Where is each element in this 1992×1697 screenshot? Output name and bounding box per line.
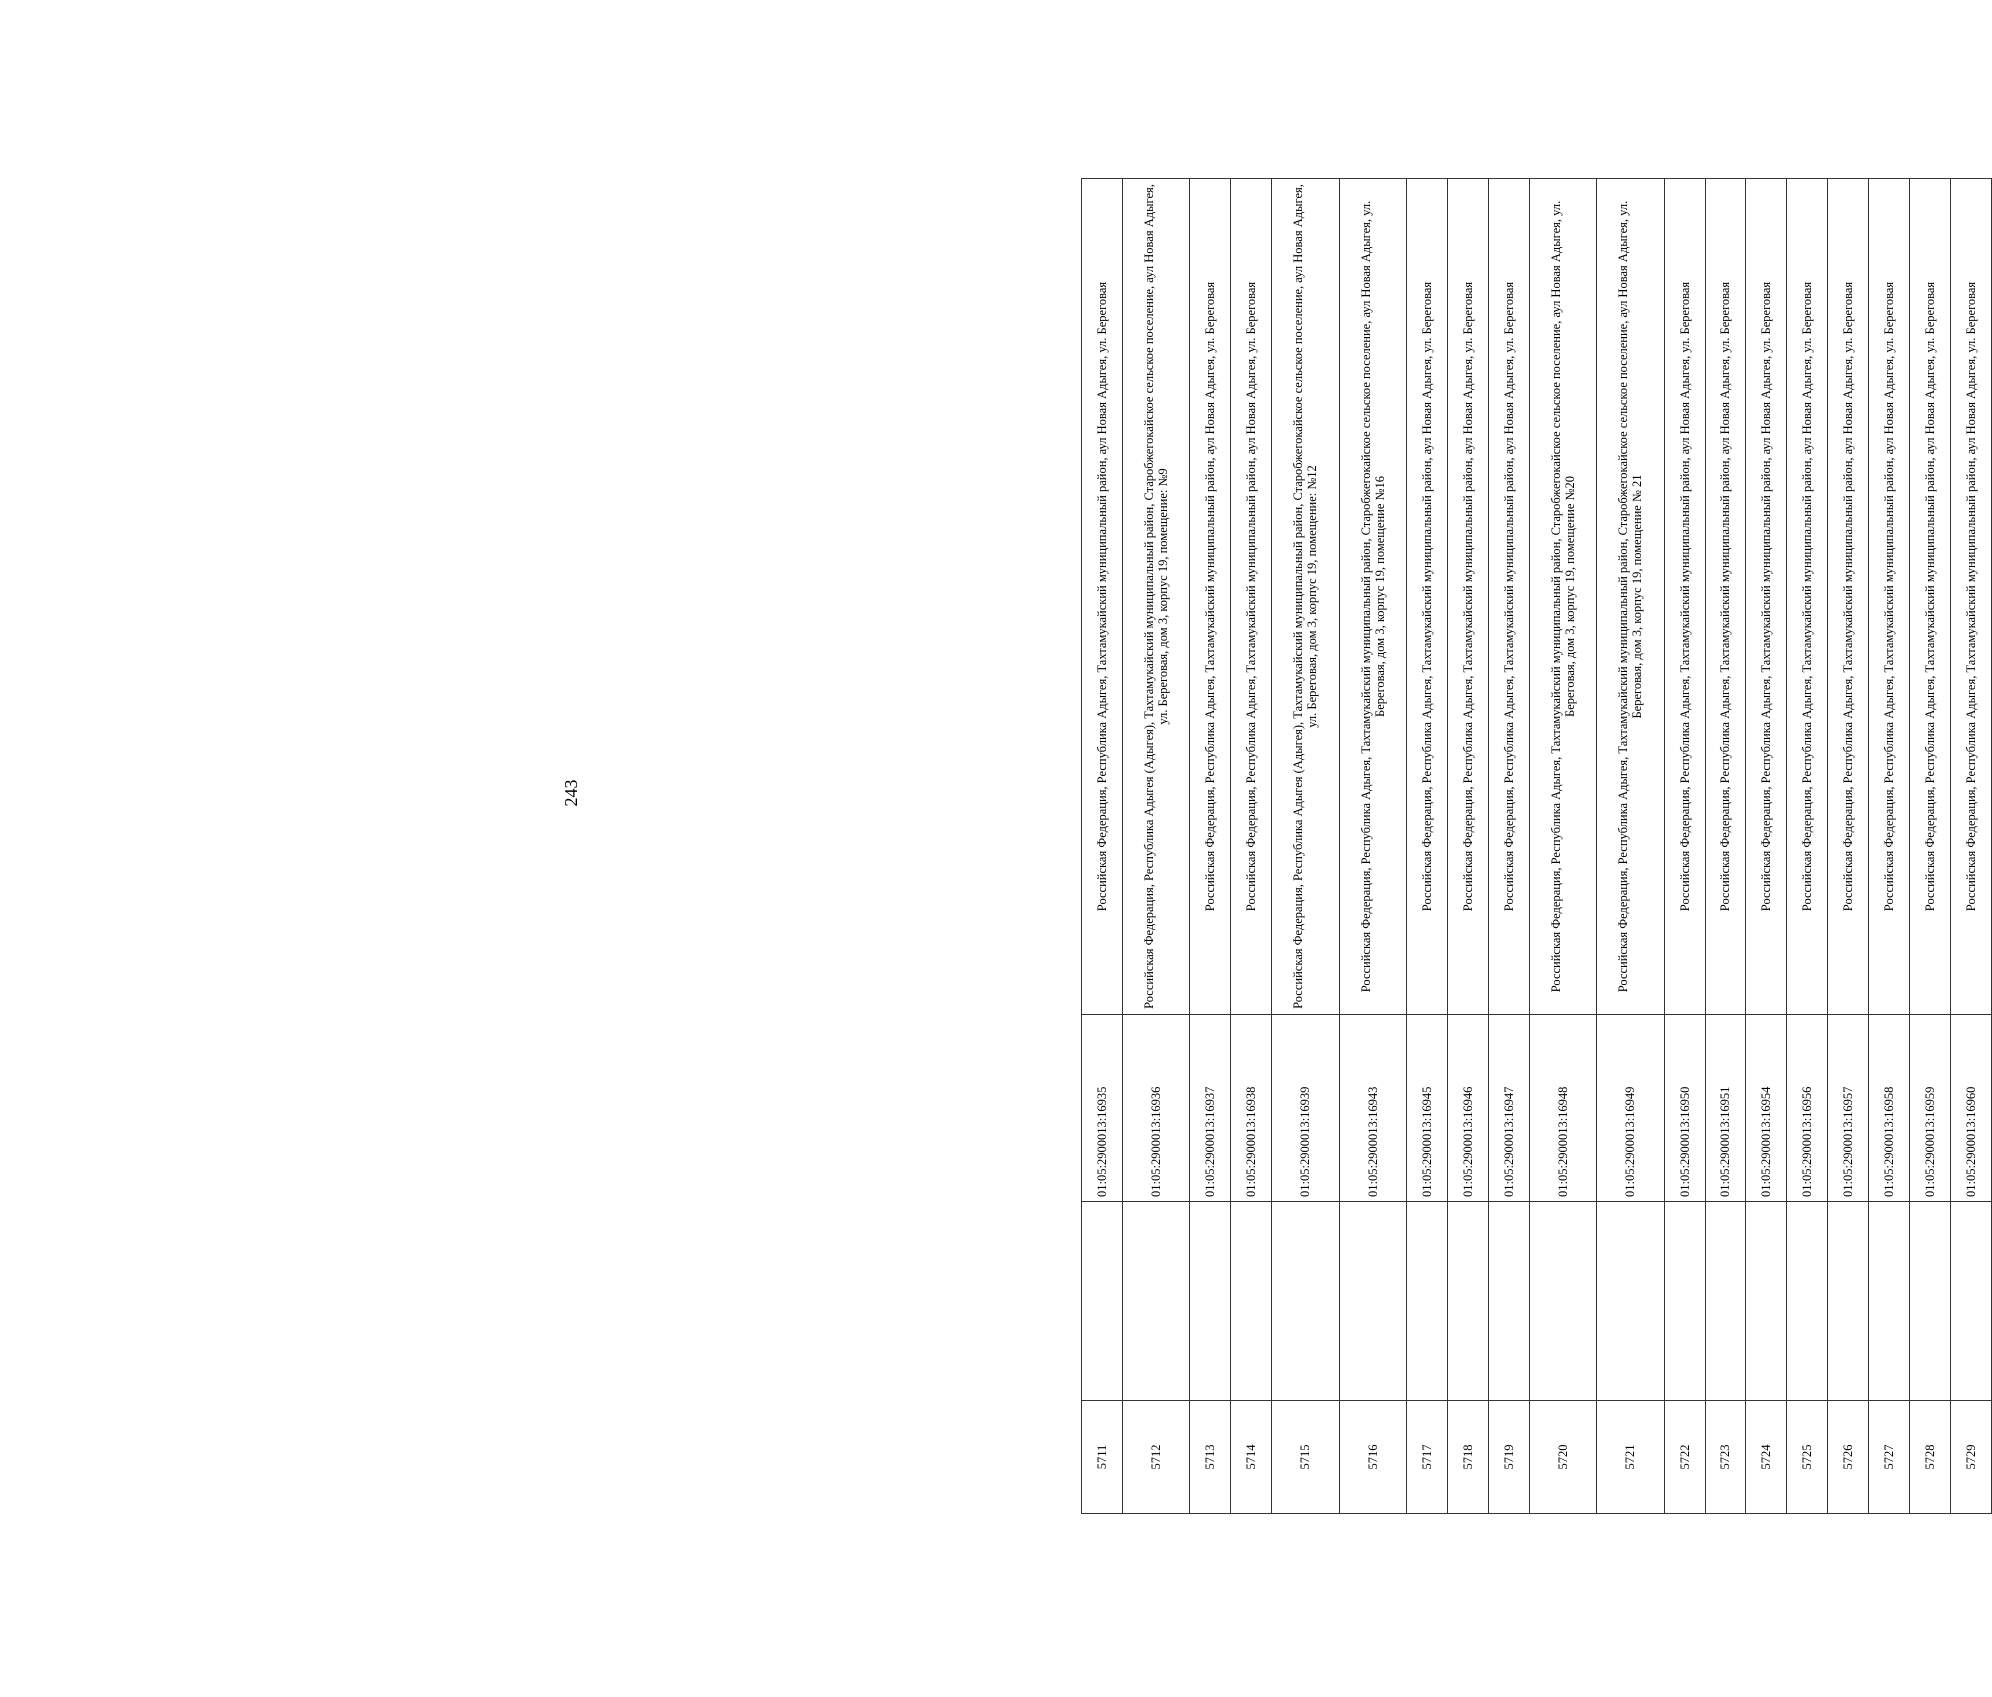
table-row	[1597, 179, 1664, 1514]
address-cell: Российская Федерация, Республика Адыгея, Тахтамукайский муниципальный район, аул Новая Адыгея, ул. Береговая	[1869, 179, 1910, 1015]
table-row	[1664, 179, 1705, 1514]
row-number: 5724	[1746, 1401, 1787, 1514]
cadastral-number: 01:05:2900013:16937	[1190, 1015, 1231, 1202]
address-cell: Российская Федерация, Республика Адыгея, Тахтамукайский муниципальный район, аул Новая Адыгея, ул. Береговая	[1950, 179, 1991, 1015]
row-number: 5725	[1787, 1401, 1828, 1514]
cadastral-number: 01:05:2900013:16951	[1705, 1015, 1746, 1202]
address-cell: Российская Федерация, Республика Адыгея, Тахтамукайский муниципальный район, Старобжегокайское сельское поселение, аул Новая Адыгея, ул. Береговая, дом 3, корпус 19, помещение № 21	[1597, 179, 1664, 1015]
table-row	[1869, 179, 1910, 1514]
address-cell: Российская Федерация, Республика Адыгея, Тахтамукайский муниципальный район, аул Новая Адыгея, ул. Береговая	[1190, 179, 1231, 1015]
row-number: 5712	[1122, 1401, 1189, 1514]
row-number: 5728	[1910, 1401, 1951, 1514]
empty-cell	[1272, 1202, 1339, 1401]
empty-cell	[1597, 1202, 1664, 1401]
empty-cell	[1950, 1202, 1991, 1401]
empty-cell	[1190, 1202, 1231, 1401]
empty-cell	[1122, 1202, 1189, 1401]
empty-cell	[1407, 1202, 1448, 1401]
address-cell: Российская Федерация, Республика Адыгея, Тахтамукайский муниципальный район, аул Новая Адыгея, ул. Береговая	[1447, 179, 1488, 1015]
address-cell: Российская Федерация, Республика Адыгея, Тахтамукайский муниципальный район, аул Новая Адыгея, ул. Береговая	[1746, 179, 1787, 1015]
empty-cell	[1828, 1202, 1869, 1401]
table-row	[1746, 179, 1787, 1514]
empty-cell	[1529, 1202, 1596, 1401]
row-number: 5722	[1664, 1401, 1705, 1514]
cadastral-number: 01:05:2900013:16958	[1869, 1015, 1910, 1202]
table-row	[1082, 179, 1123, 1514]
address-cell: Российская Федерация, Республика Адыгея, Тахтамукайский муниципальный район, аул Новая Адыгея, ул. Береговая	[1082, 179, 1123, 1015]
row-number: 5720	[1529, 1401, 1596, 1514]
cadastral-number: 01:05:2900013:16956	[1787, 1015, 1828, 1202]
empty-cell	[1705, 1202, 1746, 1401]
address-cell: Российская Федерация, Республика Адыгея (Адыгея), Тахтамукайский муниципальный район, Старобжегокайское сельское поселение, аул Новая Адыгея, ул. Береговая, дом 3, корпус 19, помещение: №12	[1272, 179, 1339, 1015]
cadastral-number: 01:05:2900013:16949	[1597, 1015, 1664, 1202]
table-row	[1122, 179, 1189, 1514]
empty-cell	[1664, 1202, 1705, 1401]
address-cell: Российская Федерация, Республика Адыгея, Тахтамукайский муниципальный район, аул Новая Адыгея, ул. Береговая	[1488, 179, 1529, 1015]
address-cell: Российская Федерация, Республика Адыгея, Тахтамукайский муниципальный район, Старобжегокайское сельское поселение, аул Новая Адыгея, ул. Береговая, дом 3, корпус 19, помещение №16	[1339, 179, 1406, 1015]
address-cell: Российская Федерация, Республика Адыгея, Тахтамукайский муниципальный район, Старобжегокайское сельское поселение, аул Новая Адыгея, ул. Береговая, дом 3, корпус 19, помещение №20	[1529, 179, 1596, 1015]
cadastral-number: 01:05:2900013:16954	[1746, 1015, 1787, 1202]
row-number: 5726	[1828, 1401, 1869, 1514]
table-row	[1787, 179, 1828, 1514]
table-row	[1339, 179, 1406, 1514]
cadastral-number: 01:05:2900013:16960	[1950, 1015, 1991, 1202]
table-row	[1407, 179, 1448, 1514]
address-cell: Российская Федерация, Республика Адыгея, Тахтамукайский муниципальный район, аул Новая Адыгея, ул. Береговая	[1407, 179, 1448, 1015]
row-number: 5717	[1407, 1401, 1448, 1514]
row-number: 5729	[1950, 1401, 1991, 1514]
cadastral-number: 01:05:2900013:16945	[1407, 1015, 1448, 1202]
row-number: 5716	[1339, 1401, 1406, 1514]
cadastral-number: 01:05:2900013:16935	[1082, 1015, 1123, 1202]
row-number: 5713	[1190, 1401, 1231, 1514]
cadastral-number: 01:05:2900013:16950	[1664, 1015, 1705, 1202]
empty-cell	[1910, 1202, 1951, 1401]
address-cell: Российская Федерация, Республика Адыгея, Тахтамукайский муниципальный район, аул Новая Адыгея, ул. Береговая	[1664, 179, 1705, 1015]
address-cell: Российская Федерация, Республика Адыгея, Тахтамукайский муниципальный район, аул Новая Адыгея, ул. Береговая	[1705, 179, 1746, 1015]
row-number: 5711	[1082, 1401, 1123, 1514]
cadastral-number: 01:05:2900013:16943	[1339, 1015, 1406, 1202]
rotated-table-container	[1081, 178, 1992, 1514]
address-cell: Российская Федерация, Республика Адыгея, Тахтамукайский муниципальный район, аул Новая Адыгея, ул. Береговая	[1231, 179, 1272, 1015]
cadastral-number: 01:05:2900013:16948	[1529, 1015, 1596, 1202]
table-row	[1272, 179, 1339, 1514]
empty-cell	[1746, 1202, 1787, 1401]
empty-cell	[1082, 1202, 1123, 1401]
cadastral-number: 01:05:2900013:16957	[1828, 1015, 1869, 1202]
table-row	[1529, 179, 1596, 1514]
table-row	[1488, 179, 1529, 1514]
row-number: 5715	[1272, 1401, 1339, 1514]
row-number: 5714	[1231, 1401, 1272, 1514]
cadastral-number: 01:05:2900013:16947	[1488, 1015, 1529, 1202]
row-number: 5721	[1597, 1401, 1664, 1514]
cadastral-number: 01:05:2900013:16959	[1910, 1015, 1951, 1202]
cadastral-number: 01:05:2900013:16946	[1447, 1015, 1488, 1202]
empty-cell	[1787, 1202, 1828, 1401]
address-cell: Российская Федерация, Республика Адыгея, Тахтамукайский муниципальный район, аул Новая Адыгея, ул. Береговая	[1828, 179, 1869, 1015]
cadastral-number: 01:05:2900013:16938	[1231, 1015, 1272, 1202]
row-number: 5727	[1869, 1401, 1910, 1514]
empty-cell	[1869, 1202, 1910, 1401]
table-row	[1950, 179, 1991, 1514]
address-cell: Российская Федерация, Республика Адыгея, Тахтамукайский муниципальный район, аул Новая Адыгея, ул. Береговая	[1910, 179, 1951, 1015]
empty-cell	[1447, 1202, 1488, 1401]
row-number: 5719	[1488, 1401, 1529, 1514]
row-number: 5723	[1705, 1401, 1746, 1514]
table-row	[1190, 179, 1231, 1514]
table-row	[1705, 179, 1746, 1514]
table-row	[1910, 179, 1951, 1514]
registry-table	[1081, 178, 1992, 1514]
empty-cell	[1488, 1202, 1529, 1401]
empty-cell	[1339, 1202, 1406, 1401]
cadastral-number: 01:05:2900013:16936	[1122, 1015, 1189, 1202]
row-number: 5718	[1447, 1401, 1488, 1514]
empty-cell	[1231, 1202, 1272, 1401]
table-row	[1231, 179, 1272, 1514]
address-cell: Российская Федерация, Республика Адыгея (Адыгея), Тахтамукайский муниципальный район, Старобжегокайское сельское поселение, аул Новая Адыгея, ул. Береговая, дом 3, корпус 19, помещение: №9	[1122, 179, 1189, 1015]
page-number: 243	[561, 779, 581, 807]
cadastral-number: 01:05:2900013:16939	[1272, 1015, 1339, 1202]
table-row	[1828, 179, 1869, 1514]
address-cell: Российская Федерация, Республика Адыгея, Тахтамукайский муниципальный район, аул Новая Адыгея, ул. Береговая	[1787, 179, 1828, 1015]
table-row	[1447, 179, 1488, 1514]
